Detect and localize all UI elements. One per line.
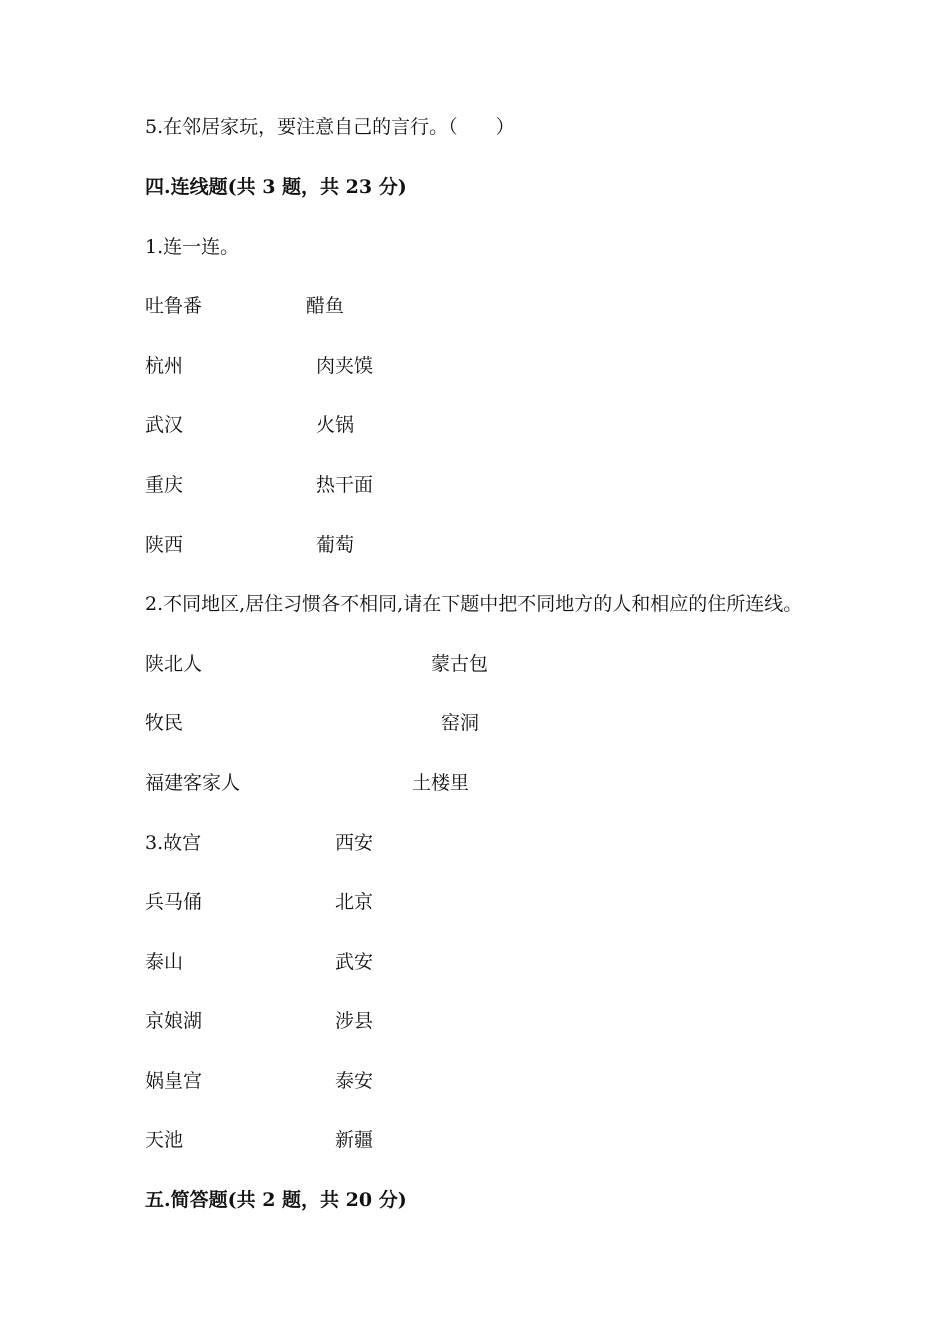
match-3-left-item: 京娘湖	[145, 1010, 203, 1032]
match-3-right-item: 北京	[335, 891, 374, 913]
match-3-right-item: 武安	[335, 951, 374, 973]
match-2-prompt: 2.不同地区,居住习惯各不相同,请在下题中把不同地方的人和相应的住所连线。	[145, 593, 803, 615]
match-1-right-item: 葡萄	[316, 534, 355, 556]
match-1-left-item: 武汉	[145, 414, 184, 436]
match-3-right-item: 西安	[335, 832, 374, 854]
match-1-right-item: 热干面	[316, 474, 374, 496]
match-1-right-item: 醋鱼	[306, 295, 345, 317]
match-1-prompt: 1.连一连。	[145, 236, 240, 258]
match-3-right-item: 新疆	[335, 1129, 374, 1151]
question-5: 5.在邻居家玩，要注意自己的言行。（ ）	[145, 116, 515, 138]
section-4-heading: 四.连线题(共 3 题，共 23 分)	[145, 176, 407, 198]
match-1-right-item: 火锅	[316, 414, 355, 436]
match-3-left-item: 泰山	[145, 951, 184, 973]
match-2-right-item: 蒙古包	[431, 653, 489, 675]
match-1-left-item: 杭州	[145, 355, 184, 377]
match-3-left-item: 娲皇宫	[145, 1070, 203, 1092]
match-2-left-item: 福建客家人	[145, 772, 241, 794]
match-3-left-item: 天池	[145, 1129, 184, 1151]
match-2-left-item: 牧民	[145, 712, 184, 734]
match-1-left-item: 陕西	[145, 534, 184, 556]
match-3-right-item: 泰安	[335, 1070, 374, 1092]
match-3-left-item: 兵马俑	[145, 891, 203, 913]
match-2-left-item: 陕北人	[145, 653, 203, 675]
match-1-left-item: 重庆	[145, 474, 184, 496]
match-2-right-item: 土楼里	[412, 772, 470, 794]
match-3-right-item: 涉县	[335, 1010, 374, 1032]
match-1-right-item: 肉夹馍	[316, 355, 374, 377]
match-1-left-item: 吐鲁番	[145, 295, 203, 317]
match-2-right-item: 窑洞	[441, 712, 480, 734]
section-5-heading: 五.简答题(共 2 题，共 20 分)	[145, 1189, 407, 1211]
match-3-left-item: 3.故宫	[145, 832, 202, 854]
